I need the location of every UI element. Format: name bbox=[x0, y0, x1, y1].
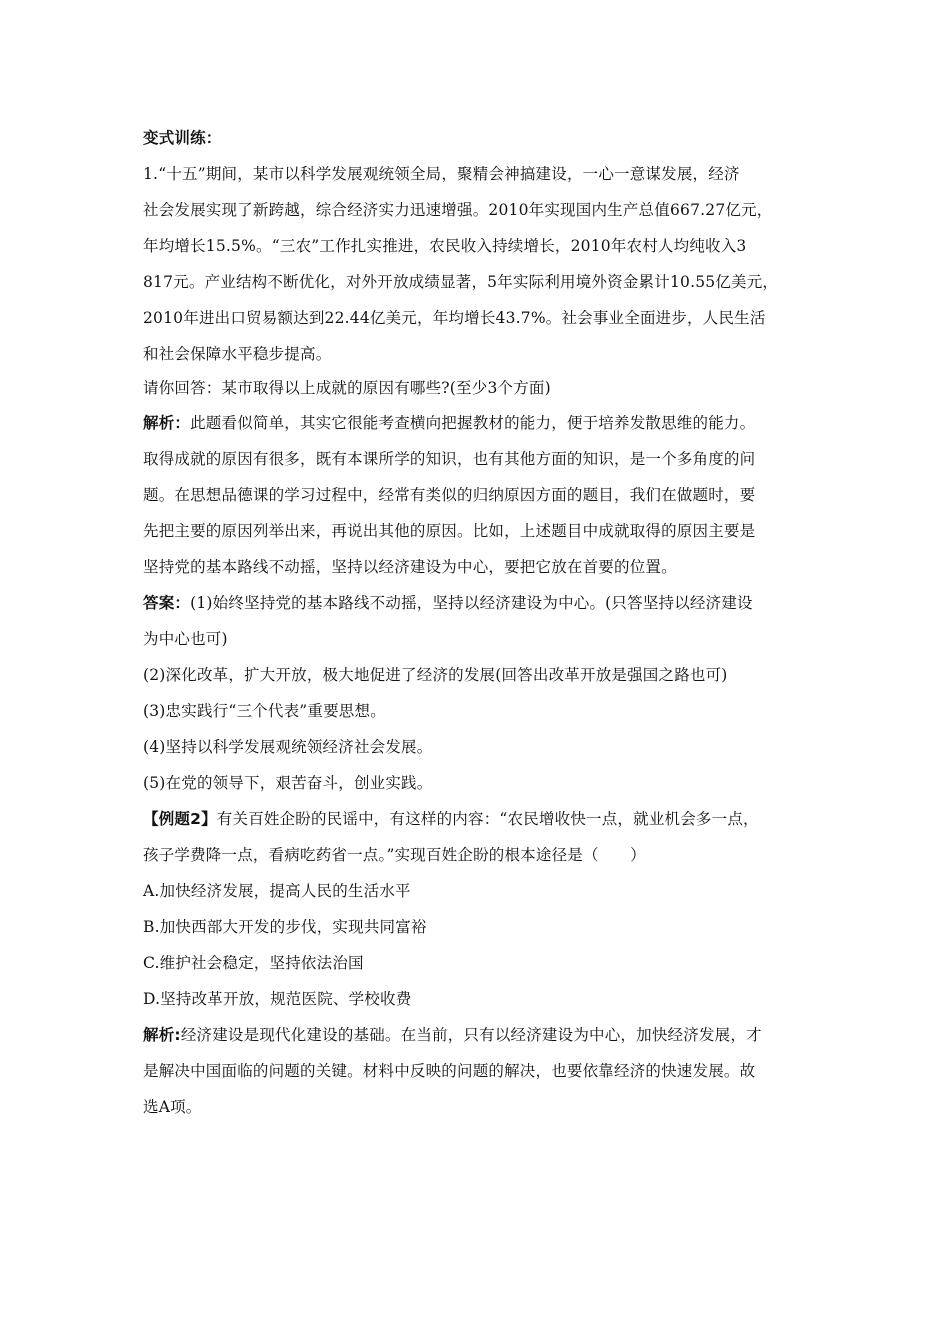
analysis-1-line: 取得成就的原因有很多，既有本课所学的知识，也有其他方面的知识，是一个多角度的问 bbox=[143, 450, 756, 468]
example-2-first-line bbox=[143, 801, 823, 837]
example-text: 有关百姓企盼的民谣中，有这样的内容：“农民增收快一点，就业机会多一点， bbox=[216, 810, 759, 828]
question-1-line: 社会发展实现了新跨越，综合经济实力迅速增强。2010年实现国内生产总值667.27亿元， bbox=[143, 201, 773, 219]
analysis-text: 此题看似简单，其实它很能考查横向把握教材的能力，便于培养发散思维的能力。 bbox=[190, 414, 756, 432]
option-b: B.加快西部大开发的步伐，实现共同富裕 bbox=[143, 918, 427, 936]
analysis-2-first-line bbox=[143, 1017, 823, 1053]
question-1-line: 年均增长15.5%。“三农”工作扎实推进，农民收入持续增长，2010年农村人均纯收入3 bbox=[143, 237, 747, 255]
answer-item: (5)在党的领导下，艰苦奋斗，创业实践。 bbox=[143, 774, 433, 792]
question-1-line: 1.“十五”期间，某市以科学发展观统领全局，聚精会神搞建设，一心一意谋发展，经济 bbox=[143, 165, 740, 183]
analysis-1-first-line bbox=[143, 405, 823, 441]
question-1-prompt: 请你回答：某市取得以上成就的原因有哪些?(至少3个方面) bbox=[143, 379, 551, 397]
section-title: 变式训练： bbox=[143, 129, 222, 147]
question-1-line: 817元。产业结构不断优化，对外开放成绩显著，5年实际利用境外资金累计10.55亿美元， bbox=[143, 273, 779, 291]
analysis-1-line: 坚持党的基本路线不动摇，坚持以经济建设为中心，要把它放在首要的位置。 bbox=[143, 558, 677, 576]
analysis-label: 解析： bbox=[143, 414, 191, 432]
option-d: D.坚持改革开放，规范医院、学校收费 bbox=[143, 990, 412, 1008]
option-c: C.维护社会稳定，坚持依法治国 bbox=[143, 954, 364, 972]
analysis-label: 解析: bbox=[143, 1026, 181, 1044]
analysis-2-line: 选A项。 bbox=[143, 1098, 202, 1116]
answer-item: (4)坚持以科学发展观统领经济社会发展。 bbox=[143, 738, 433, 756]
analysis-text: 经济建设是现代化建设的基础。在当前，只有以经济建设为中心，加快经济发展，才 bbox=[180, 1026, 762, 1044]
example-label: 【例题2】 bbox=[143, 810, 217, 828]
question-1-line: 2010年进出口贸易额达到22.44亿美元，年均增长43.7%。社会事业全面进步，人民生活 bbox=[143, 309, 766, 327]
option-a: A.加快经济发展，提高人民的生活水平 bbox=[143, 882, 411, 900]
document-body bbox=[143, 120, 823, 1125]
analysis-1-line: 先把主要的原因列举出来，再说出其他的原因。比如，上述题目中成就取得的原因主要是 bbox=[143, 522, 756, 540]
answer-item: (2)深化改革，扩大开放，极大地促进了经济的发展(回答出改革开放是强国之路也可) bbox=[143, 666, 728, 684]
answer-item: (3)忠实践行“三个代表”重要思想。 bbox=[143, 702, 386, 720]
answer-text: (1)始终坚持党的基本路线不动摇，坚持以经济建设为中心。(只答坚持以经济建设 bbox=[190, 594, 753, 612]
analysis-2-line: 是解决中国面临的问题的关键。材料中反映的问题的解决，也要依靠经济的快速发展。故 bbox=[143, 1062, 756, 1080]
answer-1-first-line bbox=[143, 585, 823, 621]
answer-label: 答案： bbox=[143, 594, 191, 612]
answer-1-line: 为中心也可) bbox=[143, 630, 228, 648]
question-1-line: 和社会保障水平稳步提高。 bbox=[143, 345, 332, 363]
example-2-line: 孩子学费降一点，看病吃药省一点。”实现百姓企盼的根本途径是（ ） bbox=[143, 846, 646, 864]
analysis-1-line: 题。在思想品德课的学习过程中，经常有类似的归纳原因方面的题目，我们在做题时，要 bbox=[143, 486, 756, 504]
